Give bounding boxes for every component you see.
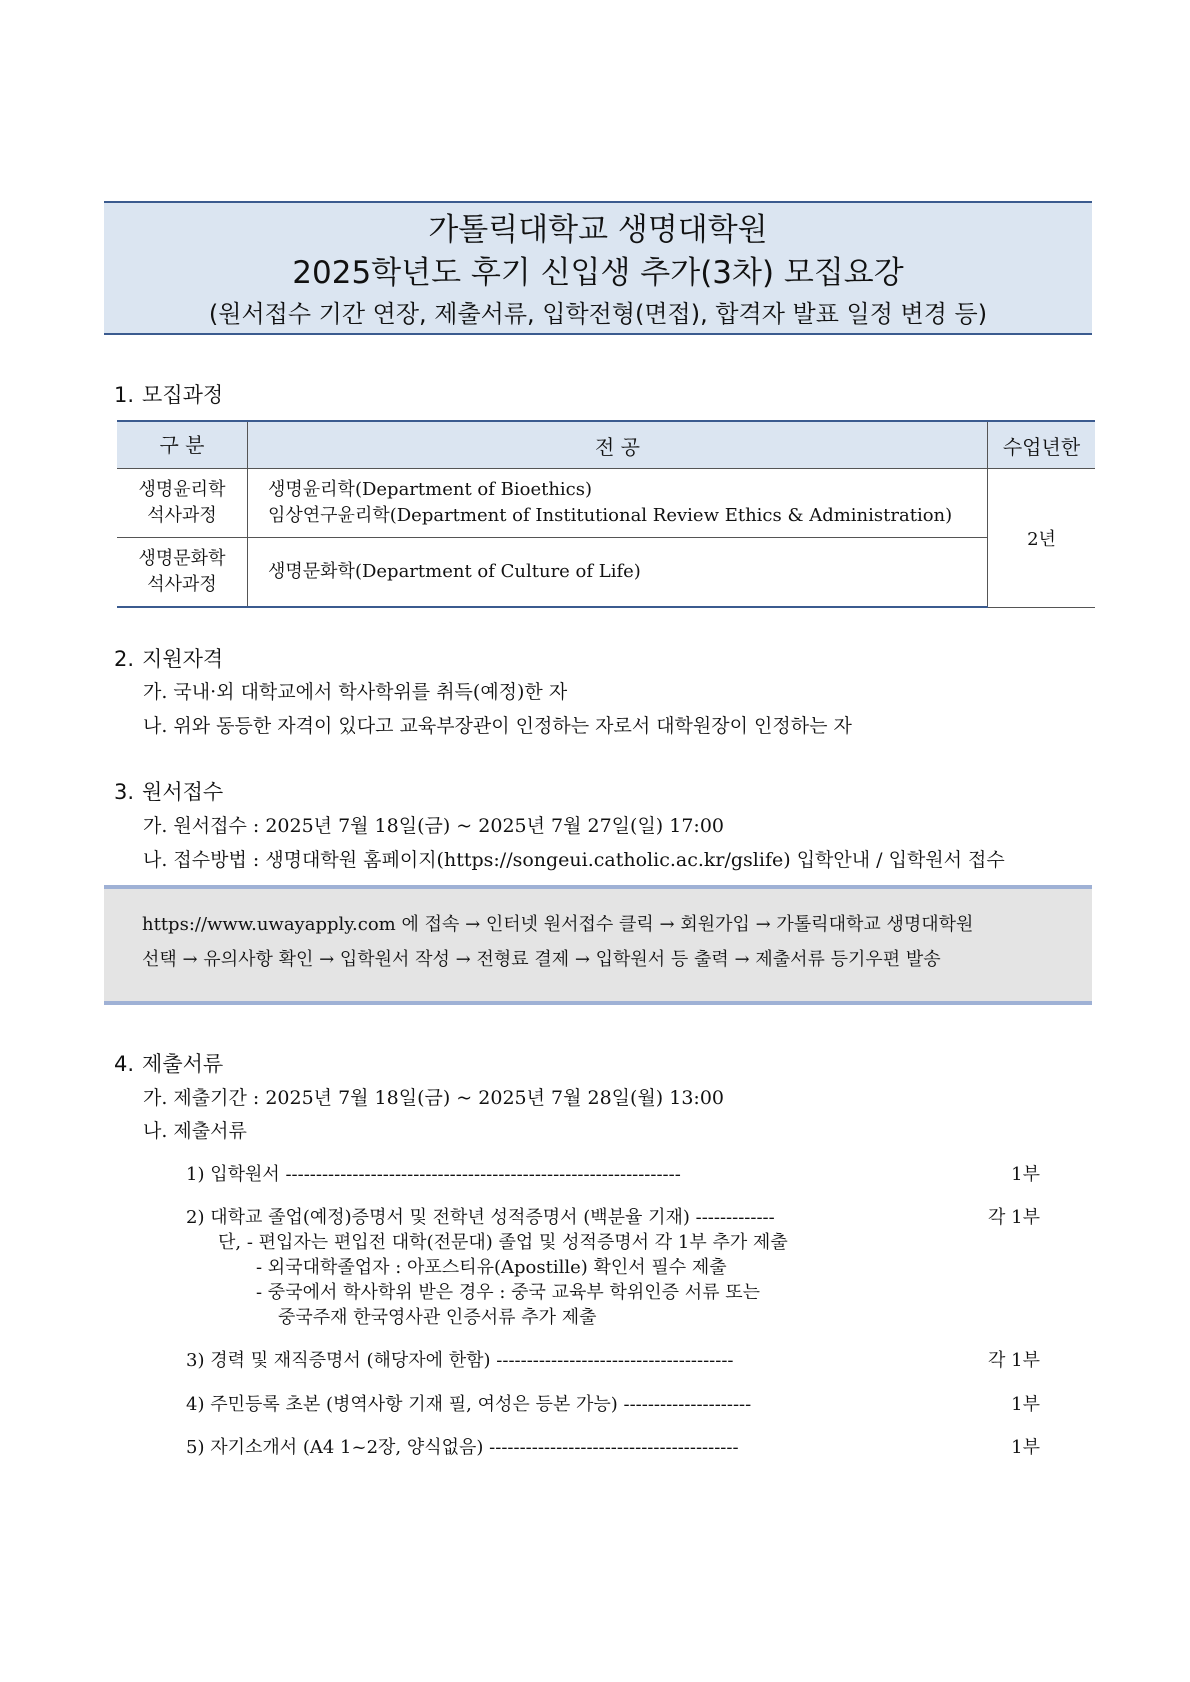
section-2-heading [114,645,223,673]
document-item [186,1348,1036,1373]
section-4-heading [114,1050,223,1078]
course-table-header [117,421,1095,469]
major-line: 생명윤리학(Department of Bioethics) [268,479,593,500]
application-process-box [104,885,1092,1005]
qualification-item: 나. 위와 동등한 자격이 있다고 교육부장관이 인정하는 자로서 대학원장이 인정하는 자 [143,715,852,737]
category-line: 생명문화학 [138,548,226,569]
table-row [117,469,1095,538]
documents-label: 나. 제출서류 [143,1120,247,1142]
course-table [117,420,1095,608]
process-line: https://www.uwayapply.com 에 접속 → 인터넷 원서접수 클릭 → 회원가입 → 가톨릭대학교 생명대학원 [142,914,974,935]
document-name: 4) 주민등록 초본 (병역사항 기재 필, 여성은 등본 가능) --------------------- [186,1394,752,1415]
category-line: 석사과정 [147,505,217,526]
document-note: 단, - 편입자는 편입전 대학(전문대) 졸업 및 성적증명서 각 1부 추가 제출 [218,1232,788,1253]
row-category [117,469,248,538]
header-years: 수업년한 [988,421,1096,469]
section-1-title: 모집과정 [142,383,224,407]
category-line: 석사과정 [147,574,217,595]
process-line: 선택 → 유의사항 확인 → 입학원서 작성 → 전형료 결제 → 입학원서 등 출력 → 제출서류 등기우편 발송 [142,949,941,970]
major-line: 임상연구윤리학(Department of Institutional Review Ethics & Administration) [268,505,953,526]
document-qty: 1부 [1011,1164,1040,1185]
category-line: 생명윤리학 [138,479,226,500]
document-note: - 외국대학졸업자 : 아포스티유(Apostille) 확인서 필수 제출 [256,1257,727,1278]
document-qty: 각 1부 [988,1350,1040,1371]
document-note: - 중국에서 학사학위 받은 경우 : 중국 교육부 학위인증 서류 또는 [256,1282,761,1303]
row-years: 2년 [988,469,1096,608]
header-category: 구 분 [117,421,248,469]
section-1-number: 1. [114,383,135,407]
header-major: 전 공 [248,421,988,469]
major-line: 생명문화학(Department of Culture of Life) [268,561,641,582]
document-qty: 각 1부 [988,1207,1040,1228]
document-name: 5) 자기소개서 (A4 1~2장, 양식없음) ----------------------------------------- [186,1437,739,1458]
document-name: 1) 입학원서 ----------------------------------------------------------------- [186,1164,681,1185]
document-name: 2) 대학교 졸업(예정)증명서 및 전학년 성적증명서 (백분율 기재) ------------- [186,1207,775,1228]
title-box [104,201,1092,335]
title-line-1: 가톨릭대학교 생명대학원 [428,212,768,248]
section-3-title: 원서접수 [142,780,224,804]
submission-period: 가. 제출기간 : 2025년 7월 18일(금) ~ 2025년 7월 28일(월) 13:00 [143,1087,725,1109]
title-line-3: (원서접수 기간 연장, 제출서류, 입학전형(면접), 합격자 발표 일정 변경 등) [208,300,988,328]
qualification-item: 가. 국내·외 대학교에서 학사학위를 취득(예정)한 자 [143,681,568,703]
table-row [117,538,1095,608]
section-2-title: 지원자격 [142,647,224,671]
section-4-number: 4. [114,1052,135,1076]
title-line-2: 2025학년도 후기 신입생 추가(3차) 모집요강 [292,255,904,291]
row-majors [248,538,988,608]
document-item [186,1162,1036,1187]
row-majors [248,469,988,538]
section-2-number: 2. [114,647,135,671]
document-note: 중국주재 한국영사관 인증서류 추가 제출 [278,1307,597,1328]
row-category [117,538,248,608]
application-method: 나. 접수방법 : 생명대학원 홈페이지(https://songeui.catholic.ac.kr/gslife) 입학안내 / 입학원서 접수 [143,849,1005,871]
application-period: 가. 원서접수 : 2025년 7월 18일(금) ~ 2025년 7월 27일(일) 17:00 [143,815,725,837]
document-qty: 1부 [1011,1394,1040,1415]
document-qty: 1부 [1011,1437,1040,1458]
section-4-title: 제출서류 [142,1052,224,1076]
section-3-heading [114,778,223,806]
document-item [186,1435,1036,1460]
section-1-heading [114,381,223,409]
document-item [186,1205,1036,1230]
document-item [186,1392,1036,1417]
section-3-number: 3. [114,780,135,804]
document-name: 3) 경력 및 재직증명서 (해당자에 한함) --------------------------------------- [186,1350,734,1371]
